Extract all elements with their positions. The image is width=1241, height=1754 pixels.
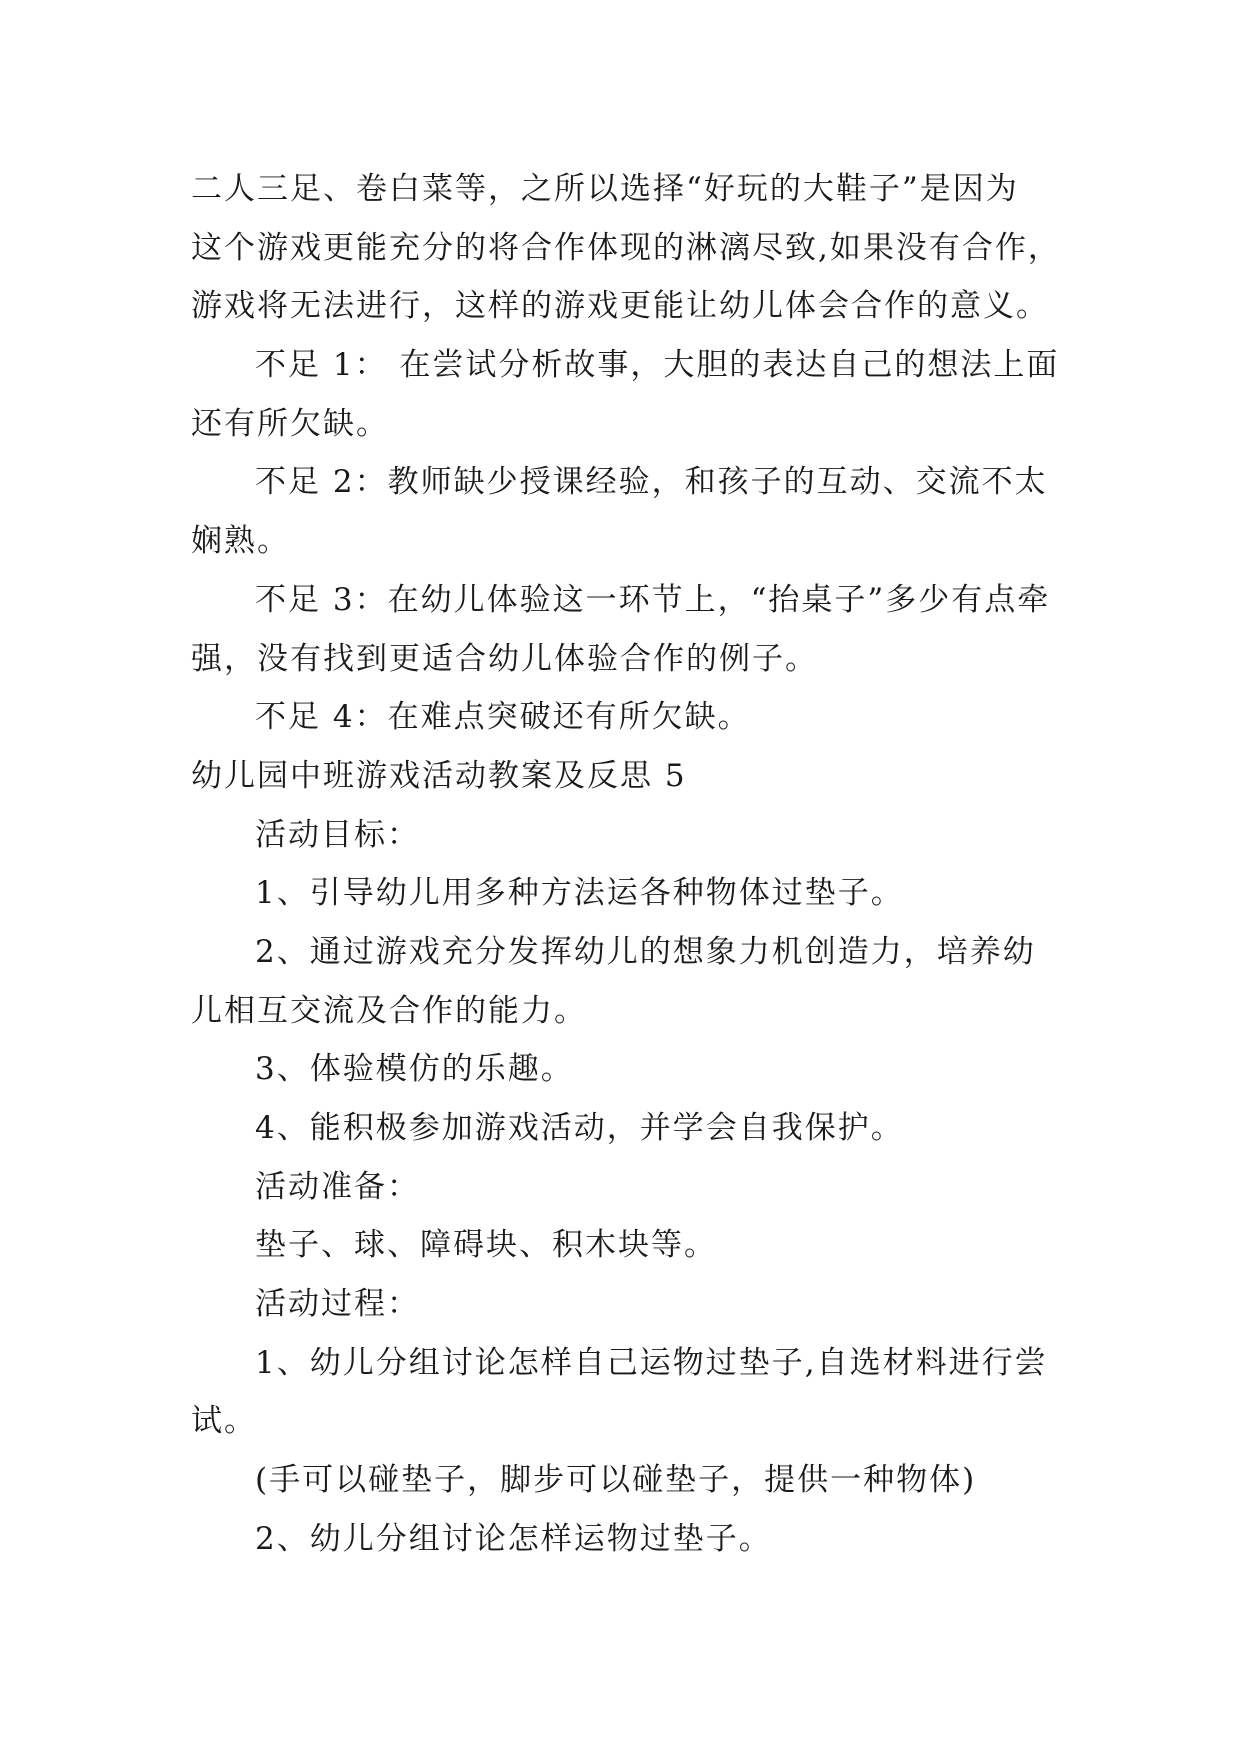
text-line-8: 不足 3：在幼儿体验这一环节上，“抬桌子”多少有点牵 <box>255 581 1051 618</box>
text-line-7: 娴熟。 <box>191 523 290 560</box>
text-line-5: 还有所欠缺。 <box>191 405 389 442</box>
text-line-10: 不足 4：在难点突破还有所欠缺。 <box>255 699 751 736</box>
text-line-6: 不足 2：教师缺少授课经验，和孩子的互动、交流不太 <box>255 464 1048 501</box>
text-line-4: 不足 1： 在尝试分析故事，大胆的表达自己的想法上面 <box>255 347 1060 384</box>
text-line-19: 垫子、球、障碍块、积木块等。 <box>255 1227 717 1264</box>
text-line-18: 活动准备： <box>255 1168 420 1205</box>
text-line-12: 活动目标： <box>255 816 420 853</box>
text-line-14: 2、通过游戏充分发挥幼儿的想象力机创造力，培养幼 <box>255 933 1036 970</box>
text-line-2: 这个游戏更能充分的将合作体现的淋漓尽致,如果没有合作， <box>191 229 1061 266</box>
text-line-13: 1、引导幼儿用多种方法运各种物体过垫子。 <box>255 875 904 912</box>
text-line-16: 3、体验模仿的乐趣。 <box>255 1051 574 1088</box>
text-line-24: 2、幼儿分组讨论怎样运物过垫子。 <box>255 1520 772 1557</box>
text-line-21: 1、幼儿分组讨论怎样自己运物过垫子,自选材料进行尝 <box>255 1344 1048 1381</box>
text-line-20: 活动过程： <box>255 1286 420 1323</box>
text-line-23: (手可以碰垫子，脚步可以碰垫子，提供一种物体) <box>255 1462 977 1499</box>
text-line-15: 儿相互交流及合作的能力。 <box>191 992 587 1029</box>
section-title: 幼儿园中班游戏活动教案及反思 5 <box>191 757 687 794</box>
text-line-3: 游戏将无法进行，这样的游戏更能让幼儿体会合作的意义。 <box>191 288 1049 325</box>
text-line-9: 强，没有找到更适合幼儿体验合作的例子。 <box>191 640 818 677</box>
text-line-1: 二人三足、卷白菜等，之所以选择“好玩的大鞋子”是因为 <box>191 171 1019 207</box>
text-line-17: 4、能积极参加游戏活动，并学会自我保护。 <box>255 1110 904 1146</box>
document-body <box>191 160 1071 1569</box>
text-line-22: 试。 <box>191 1403 257 1440</box>
